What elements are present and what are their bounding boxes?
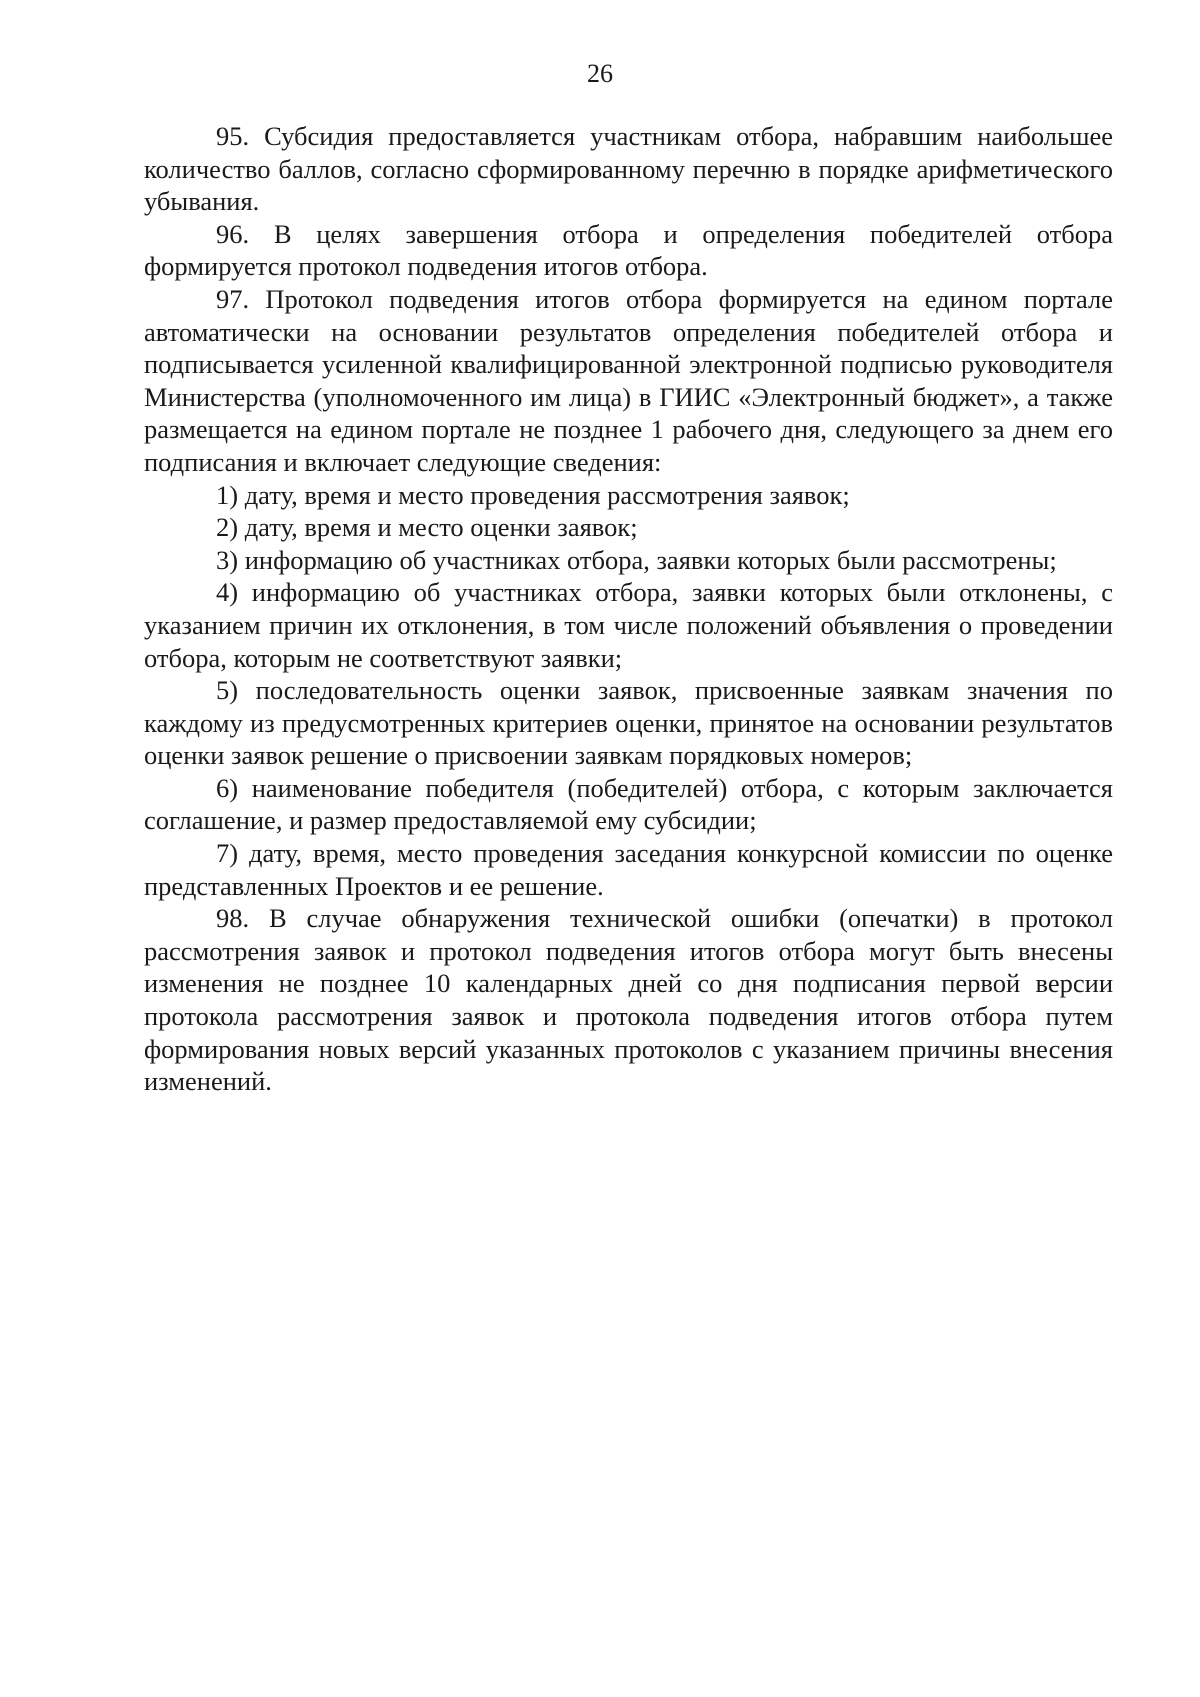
list-item-1: 1) дату, время и место проведения рассмотрения заявок; (216, 479, 850, 510)
paragraph-96: 96. В целях завершения отбора и определения победителей отбора формируется протокол подведения итогов отбора. (144, 218, 1113, 282)
list-item-4: 4) информацию об участниках отбора, заявки которых были отклонены, с указанием причин их отклонения, в том числе положений объявления о проведении отбора, которым не соответствуют заявки; (144, 577, 1113, 673)
list-item-7: 7) дату, время, место проведения заседания конкурсной комиссии по оценке представленных Проектов и ее решение. (144, 838, 1113, 901)
list-item-2: 2) дату, время и место оценки заявок; (216, 512, 638, 543)
page-number: 26 (587, 59, 613, 88)
list-item-6: 6) наименование победителя (победителей) отбора, с которым заключается соглашение, и размер предоставляемой ему субсидии; (144, 772, 1113, 836)
paragraph-95: 95. Субсидия предоставляется участникам отбора, набравшим наибольшее количество баллов, согласно сформированному перечню в порядке арифметического убывания. (144, 121, 1113, 217)
paragraph-98: 98. В случае обнаружения технической ошибки (опечатки) в протокол рассмотрения заявок и протокол подведения итогов отбора могут быть внесены изменения не позднее 10 календарных дней со дня подписания первой версии протокола рассмотрения заявок и протокола подведения итогов отбора путем формирования новых версий указанных протоколов с указанием причины внесения изменений. (144, 903, 1113, 1097)
paragraph-97: 97. Протокол подведения итогов отбора формируется на едином портале автоматически на основании результатов определения победителей отбора и подписывается усиленной квалифицированной электронной подписью руководителя Министерства (уполномоченного им лица) в ГИИС «Электронный бюджет», а также размещается на едином портале не позднее 1 рабочего дня, следующего за днем его подписания и включает следующие сведения: (144, 283, 1113, 477)
list-item-5: 5) последовательность оценки заявок, присвоенные заявкам значения по каждому из предусмотренных критериев оценки, принятое на основании результатов оценки заявок решение о присвоении заявкам порядковых номеров; (144, 675, 1113, 771)
list-item-3: 3) информацию об участниках отбора, заявки которых были рассмотрены; (216, 544, 1057, 575)
document-body (144, 120, 1113, 1098)
